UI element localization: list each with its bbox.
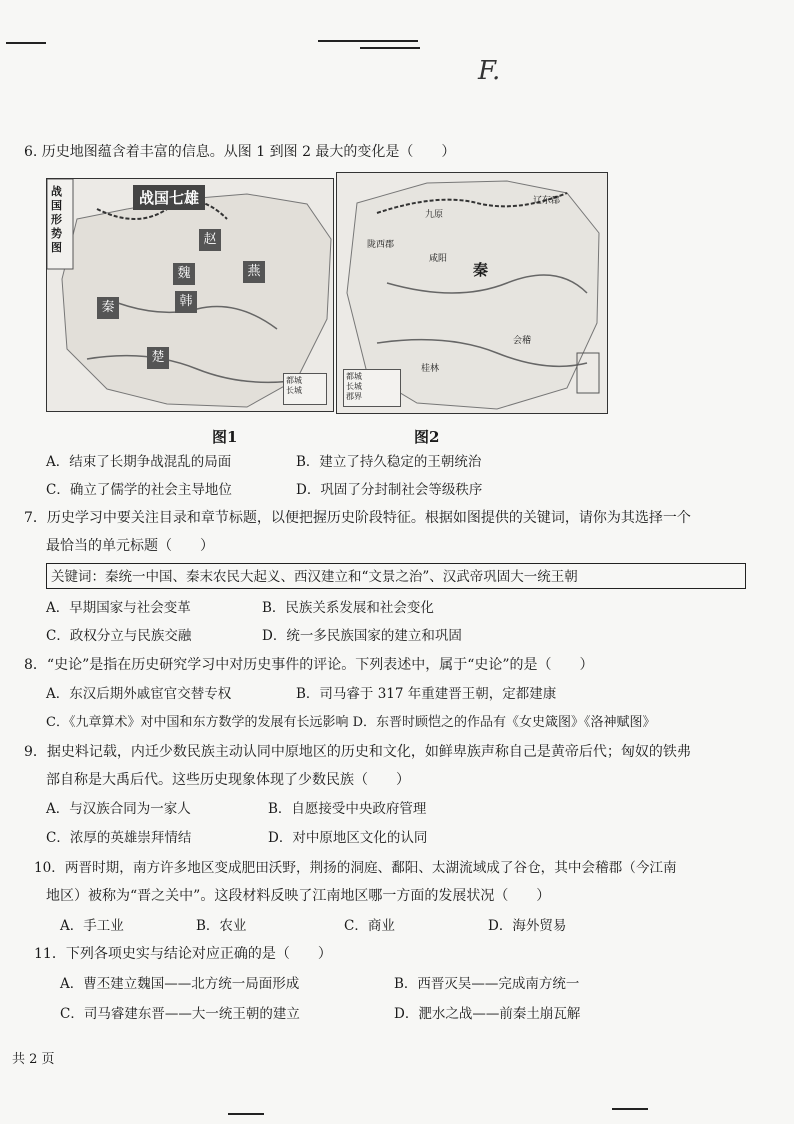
scan-mark-top-mid	[318, 40, 418, 42]
q9-option-c: C．浓厚的英雄崇拜情结	[46, 830, 192, 846]
figure2-qin-map	[336, 172, 608, 414]
legend-capital: 都城	[346, 372, 362, 381]
legend-commandery-border: 郡界	[346, 392, 362, 401]
figure2-legend	[343, 369, 401, 407]
q6-option-b: B．建立了持久稳定的王朝统治	[296, 454, 482, 470]
state-label-wei: 魏	[173, 263, 195, 285]
scan-mark-top-left	[6, 42, 46, 44]
q7-keywords-box: 关键词：秦统一中国、秦末农民大起义、西汉建立和“文景之治”、汉武帝巩固大一统王朝	[46, 563, 746, 589]
figure1-warring-states-map	[46, 178, 334, 412]
q8-option-a: A．东汉后期外戚宦官交替专权	[46, 686, 232, 702]
q7-option-d: D．统一多民族国家的建立和巩固	[262, 628, 462, 644]
q7-stem-line1: 7．历史学习中要关注目录和章节标题，以便把握历史阶段特征。根据如图提供的关键词，请你为其选择一个	[24, 510, 691, 526]
place-jiuyuan: 九原	[425, 210, 444, 220]
q6-option-a: A．结束了长期争战混乱的局面	[46, 454, 232, 470]
q11-option-d: D．淝水之战——前秦土崩瓦解	[394, 1006, 581, 1022]
q11-option-a: A．曹丕建立魏国——北方统一局面形成	[60, 976, 300, 992]
legend-capital: 都城	[286, 376, 302, 385]
state-label-han: 韩	[175, 291, 197, 313]
q8-stem: 8．“史论”是指在历史研究学习中对历史事件的评论。下列表述中，属于“史论”的是（ ）	[24, 657, 594, 673]
q11-stem: 11．下列各项史实与结论对应正确的是（ ）	[34, 946, 332, 962]
scan-mark-top-mid2	[360, 47, 420, 49]
q10-stem-line2: 地区）被称为“晋之关中”。这段材料反映了江南地区哪一方面的发展状况（ ）	[46, 888, 551, 904]
place-liaodong: 辽东郡	[533, 196, 561, 206]
state-label-zhao: 赵	[199, 229, 221, 251]
legend-great-wall: 长城	[346, 382, 362, 391]
q7-option-a: A．早期国家与社会变革	[46, 600, 191, 616]
q9-option-b: B．自愿接受中央政府管理	[268, 801, 427, 817]
q6-option-d: D．巩固了分封制社会等级秩序	[296, 482, 483, 498]
q10-option-c: C．商业	[344, 918, 395, 934]
q9-stem-line2: 部自称是大禹后代。这些历史现象体现了少数民族（ ）	[46, 772, 410, 788]
state-label-qin: 秦	[97, 297, 119, 319]
q7-stem-line2: 最恰当的单元标题（ ）	[46, 538, 214, 554]
q10-option-a: A．手工业	[60, 918, 124, 934]
q10-stem-line1: 10．两晋时期，南方许多地区变成肥田沃野，荆扬的洞庭、鄱阳、太湖流域成了谷仓，其中会稽郡（今江南	[34, 860, 677, 876]
handwritten-scribble: F.	[478, 56, 501, 86]
figure1-label: 图1	[212, 428, 238, 446]
q6-stem: 6. 历史地图蕴含着丰富的信息。从图 1 到图 2 最大的变化是（ ）	[24, 144, 456, 160]
place-guilin: 桂林	[421, 364, 440, 374]
figure2-title: 秦	[473, 261, 489, 279]
state-label-chu: 楚	[147, 347, 169, 369]
scan-mark-bottom-left	[228, 1113, 264, 1115]
q9-stem-line1: 9．据史料记载，内迁少数民族主动认同中原地区的历史和文化，如鲜卑族声称自己是黄帝后代；匈奴的铁弗	[24, 744, 691, 760]
place-longxi: 陇西郡	[367, 240, 395, 250]
q10-option-d: D．海外贸易	[488, 918, 567, 934]
q9-option-d: D．对中原地区文化的认同	[268, 830, 428, 846]
q9-option-a: A．与汉族合同为一家人	[46, 801, 191, 817]
q6-option-c: C．确立了儒学的社会主导地位	[46, 482, 232, 498]
place-xianyang: 咸阳	[429, 254, 448, 264]
figure1-legend	[283, 373, 327, 405]
q11-option-c: C．司马睿建东晋——大一统王朝的建立	[60, 1006, 300, 1022]
q8-option-c-d: C．《九章算术》对中国和东方数学的发展有长远影响 D．东晋时顾恺之的作品有《女史箴图》《洛神赋图》	[46, 715, 656, 730]
q7-option-c: C．政权分立与民族交融	[46, 628, 192, 644]
q11-option-b: B．西晋灭吴——完成南方统一	[394, 976, 580, 992]
legend-great-wall: 长城	[286, 386, 302, 395]
q7-option-b: B．民族关系发展和社会变化	[262, 600, 434, 616]
state-label-yan: 燕	[243, 261, 265, 283]
page-count-footer: 共 2 页	[12, 1052, 55, 1067]
q10-option-b: B．农业	[196, 918, 247, 934]
figure2-label: 图2	[414, 428, 440, 446]
place-kuaiji: 会稽	[513, 336, 532, 346]
q8-option-b: B．司马睿于 317 年重建晋王朝，定都建康	[296, 686, 557, 702]
figure1-side-title: 战国形势图	[51, 185, 62, 254]
figure1-title: 战国七雄	[133, 185, 205, 210]
scan-mark-bottom-right	[612, 1108, 648, 1110]
